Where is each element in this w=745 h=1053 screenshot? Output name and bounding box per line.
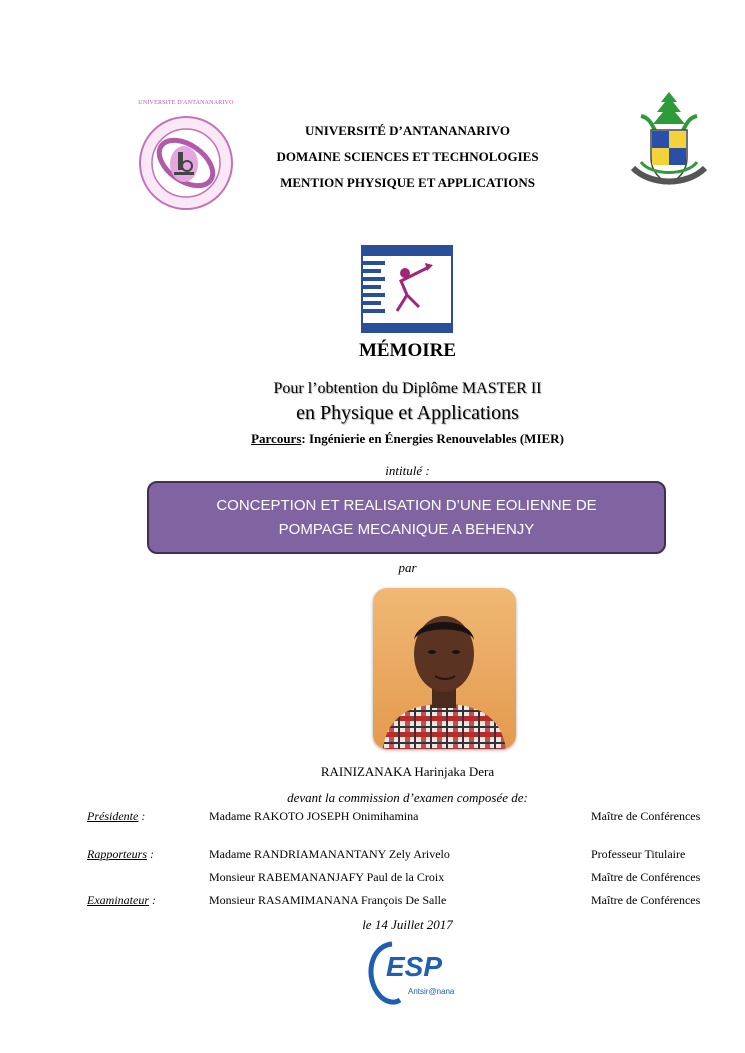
document-type: MÉMOIRE: [358, 340, 457, 361]
examinateur-label: Examinateur: [87, 893, 149, 907]
examinateur-role: [87, 893, 156, 908]
defense-date: le 14 Juillet 2017: [362, 917, 453, 932]
rapporteurs-role: [87, 847, 154, 862]
presidente-name: Madame RAKOTO JOSEPH Onimihamina: [209, 809, 419, 823]
presidente-role: [87, 809, 145, 824]
author-name: RAINIZANAKA Harinjaka Dera: [320, 764, 495, 779]
parcours-line: [0, 431, 745, 447]
parcours-label: Parcours: [251, 431, 302, 446]
jury-intro: devant la commission d’examen composée de:: [287, 790, 528, 805]
thesis-title-line1: CONCEPTION ET REALISATION D’UNE EOLIENNE DE: [216, 496, 597, 514]
faculty-logo-caption: UNIVERSITE D'ANTANANARIVO: [138, 100, 234, 106]
rapporteur2-name: Monsieur RABEMANANJAFY Paul de la Croix: [209, 870, 445, 884]
presidente-label: Présidente: [87, 809, 139, 823]
parcours-value: : Ingénierie en Énergies Renouvelables (MIER): [301, 431, 564, 446]
domain-name: DOMAINE SCIENCES ET TECHNOLOGIES: [276, 149, 539, 164]
svg-text:Antsir@nana: Antsir@nana: [408, 987, 455, 996]
intitule-label: intitulé :: [385, 463, 430, 478]
presidente-suffix: :: [138, 809, 146, 823]
presidente-grade: Maître de Conférences: [591, 809, 701, 823]
physics-department-logo: [361, 245, 453, 333]
examinateur-grade: Maître de Conférences: [591, 893, 701, 907]
diploma-line: Pour l’obtention du Diplôme MASTER II: [273, 380, 542, 397]
rapporteur1-grade: Professeur Titulaire: [591, 847, 686, 861]
thesis-title-line2: POMPAGE MECANIQUE A BEHENJY: [278, 520, 535, 538]
espa-logo: [362, 938, 458, 1006]
mention-name: MENTION PHYSIQUE ET APPLICATIONS: [280, 175, 535, 190]
thesis-title-box: [147, 481, 666, 554]
rapporteur2-grade: Maître de Conférences: [591, 870, 701, 884]
rapporteurs-suffix: :: [147, 847, 154, 861]
par-label: par: [398, 560, 417, 575]
examinateur-name: Monsieur RASAMIMANANA François De Salle: [209, 893, 447, 907]
svg-text:ESP: ESP: [386, 951, 443, 982]
examinateur-suffix: :: [149, 893, 156, 907]
rapporteur1-name: Madame RANDRIAMANANTANY Zely Arivelo: [209, 847, 450, 861]
university-crest-logo: [621, 88, 717, 200]
university-name: UNIVERSITÉ D’ANTANANARIVO: [305, 123, 510, 138]
author-photo: [373, 588, 516, 749]
rapporteurs-label: Rapporteurs: [87, 847, 147, 861]
specialty-line: en Physique et Applications: [296, 402, 519, 424]
header-block: [190, 118, 625, 196]
